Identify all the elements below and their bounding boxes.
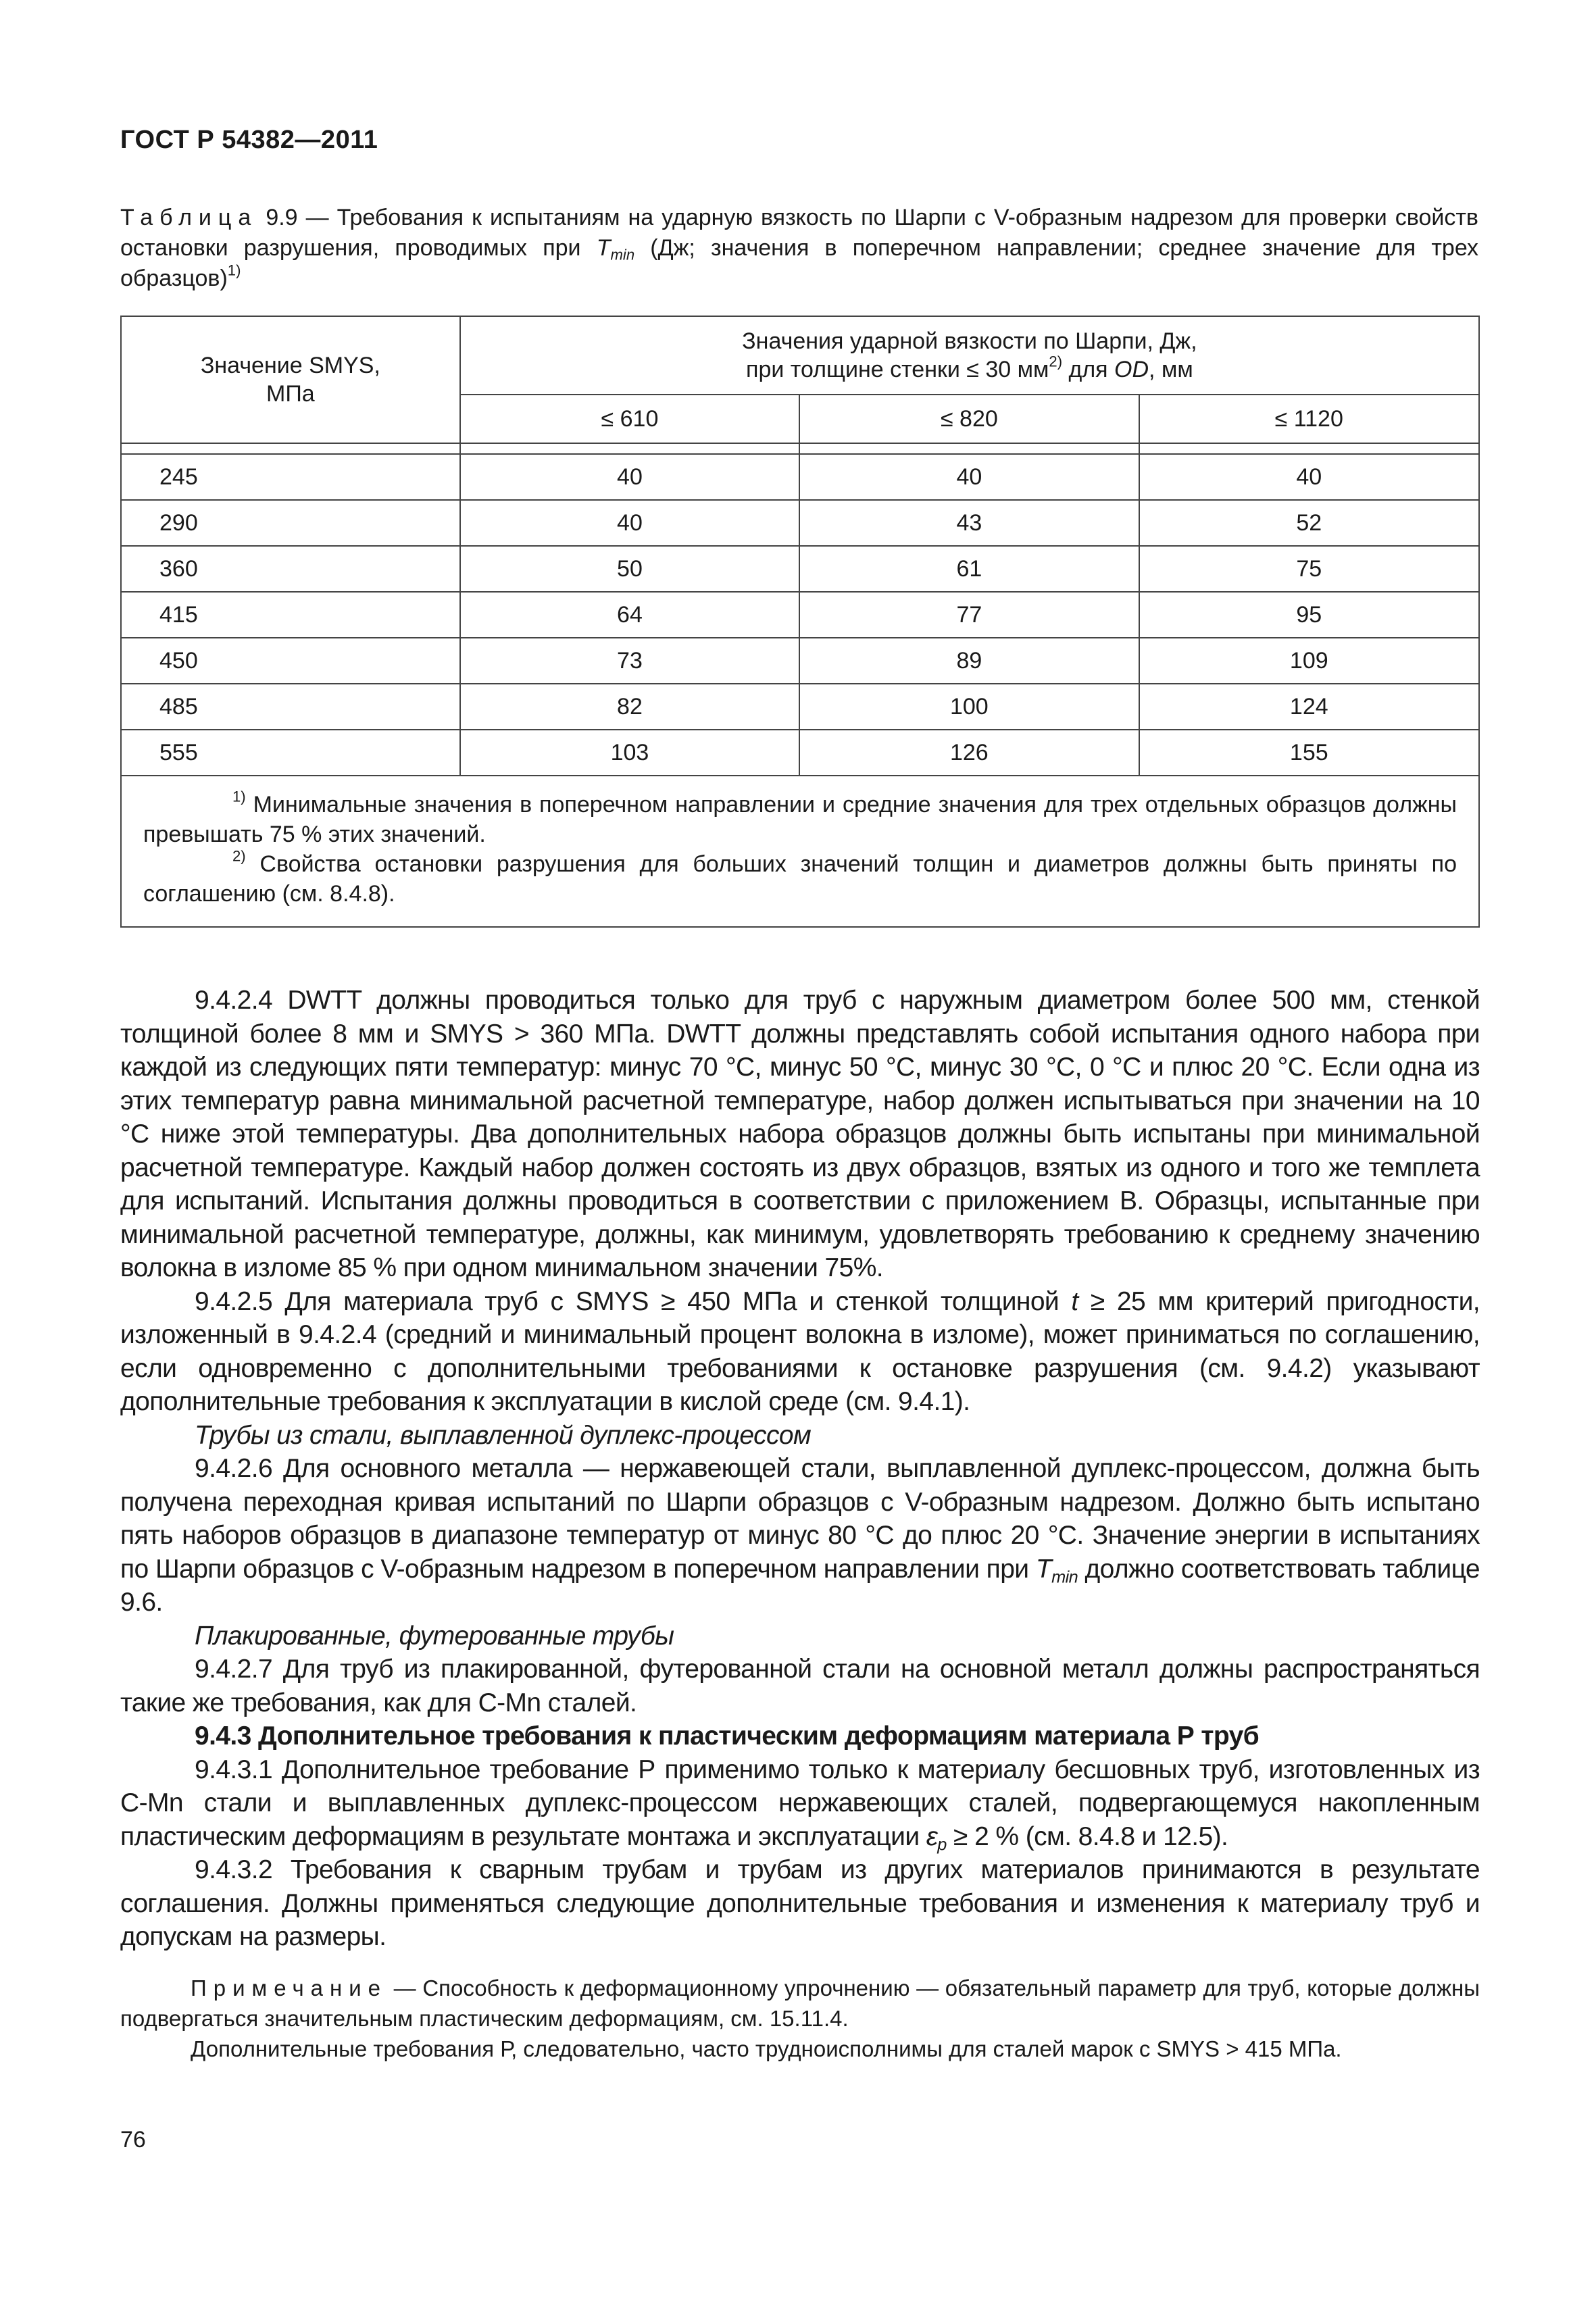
table-footnote-2: $^{2)}$ Свойства остановки разрушения для больших значений толщин и диаметров должны быть приняты по соглашению (см. 8.4.8). — [143, 847, 1457, 907]
group-header-line-2: при толщине стенки ≤ 30 $мм^{2)}$ для OD, мм — [746, 353, 1193, 382]
page-number: 76 — [120, 2127, 146, 2153]
table-row — [121, 546, 1479, 592]
value-cell: 82 — [460, 684, 799, 730]
subheading-duplex: Трубы из стали, выплавленной дуплекс-процессом — [195, 1420, 812, 1450]
document-id-header: ГОСТ Р 54382—2011 — [120, 126, 378, 154]
paragraph-9-4-2-5: 9.4.2.5 Для материала труб с SMYS ≥ 450 МПа и стенкой толщиной t ≥ 25 мм критерий пригодности, изложенный в 9.4.2.4 (средний и минимальный процент волокна в изломе), может приниматься по соглашению, если одновременно с дополнительными требованиями к остановке разрушения (см. 9.4.2) указывают дополнительные требования к эксплуатации в кислой среде (см. 9.4.1). — [120, 1286, 1480, 1416]
table-row — [121, 730, 1479, 776]
value-cell: 75 — [1139, 546, 1479, 592]
value-cell: 77 — [799, 592, 1139, 638]
value-cell: 64 — [460, 592, 799, 638]
table-footnotes — [121, 776, 1479, 927]
value-cell: 126 — [799, 730, 1139, 776]
smys-column-header: Значение SMYS, МПа — [121, 316, 460, 443]
value-cell: 100 — [799, 684, 1139, 730]
value-cell: 52 — [1139, 500, 1479, 546]
caption-tmin-sub: min — [610, 246, 635, 263]
smys-cell: 450 — [121, 638, 460, 684]
smys-cell: 555 — [121, 730, 460, 776]
charpy-group-header — [460, 316, 1479, 395]
table-row — [121, 454, 1479, 500]
value-cell: 40 — [799, 454, 1139, 500]
table-row — [121, 500, 1479, 546]
value-cell: 50 — [460, 546, 799, 592]
note-paragraph-2: Дополнительные требования Р, следовательно, часто трудноисполнимы для сталей марок с SMYS > 415 МПа. — [191, 2036, 1342, 2061]
smys-cell: 485 — [121, 684, 460, 730]
value-cell: 155 — [1139, 730, 1479, 776]
section-heading-9-4-3: 9.4.3 Дополнительное требования к пластическим деформациям материала Р труб — [195, 1721, 1260, 1751]
paragraph-9-4-2-7: 9.4.2.7 Для труб из плакированной, футерованной стали на основной металл должны распространяться такие же требования, как для С-Мn сталей. — [120, 1655, 1480, 1717]
value-cell: 40 — [1139, 454, 1479, 500]
table-row — [121, 638, 1479, 684]
paragraph-9-4-2-4: 9.4.2.4 DWTT должны проводиться только для труб с наружным диаметром более 500 мм, стенкой толщиной более 8 мм и SMYS > 360 МПа. DWTT должны представлять собой испытания одного набора при каждой из следующих пяти температур: минус 70 °C, минус 50 °C, минус 30 °C, 0 °C и плюс 20 °C. Если одна из этих температур равна минимальной расчетной температуре, набор должен испытываться при значении на 10 °C ниже этой температуры. Два дополнительных набора образцов должны быть испытаны при минимальной расчетной температуре. Каждый набор должен состоять из двух образцов, взятых из одного и того же темплета для испытаний. Испытания должны проводиться в соответствии с приложением В. Образцы, испытанные при минимальной расчетной температуре, должны, как минимум, удовлетворять требованию к среднему значению волокна в изломе 85 % при одном минимальном значении 75%. — [120, 986, 1480, 1282]
value-cell: 109 — [1139, 638, 1479, 684]
caption-label: Таблица — [120, 205, 258, 230]
value-cell: 61 — [799, 546, 1139, 592]
od-header-610: ≤ 610 — [460, 395, 799, 443]
value-cell: 103 — [460, 730, 799, 776]
od-header-1120: ≤ 1120 — [1139, 395, 1479, 443]
caption-text-2: (Дж; значения в поперечном направлении; среднее значение для трех образцов) — [120, 235, 1478, 291]
note-paragraph-1: Примечание — Способность к деформационному упрочнению — обязательный параметр для труб, которые должны подвергаться значительным пластическим деформациям, см. 15.11.4. — [120, 1976, 1480, 2031]
charpy-requirements-table — [120, 316, 1480, 928]
smys-cell: 415 — [121, 592, 460, 638]
value-cell: 124 — [1139, 684, 1479, 730]
smys-cell: 245 — [121, 454, 460, 500]
caption-number: 9.9 — [266, 205, 298, 230]
table-footnote-1: $^{1)}$ Минимальные значения в поперечном направлении и средние значения для трех отдельных образцов должны превышать 75 % этих значений. — [143, 788, 1457, 847]
note-label: Примечание — [191, 1976, 388, 2001]
table-row — [121, 684, 1479, 730]
paragraph-9-4-3-2: 9.4.3.2 Требования к сварным трубам и трубам из других материалов принимаются в результате соглашения. Должны применяться следующие дополнительные требования и изменения к материалу труб и допускам на размеры. — [120, 1855, 1480, 1951]
paragraph-9-4-3-1: 9.4.3.1 Дополнительное требование Р применимо только к материалу бесшовных труб, изготовленных из С-Мn стали и выплавленных дуплекс-процессом нержавеющих сталей, подвергающемуся накопленным пластическим деформациям в результате монтажа и эксплуатации $\varepsilon_p \ge 2$ % (см. 8.4.8 и 12.5). — [120, 1755, 1480, 1855]
caption-tmin: T — [596, 235, 611, 261]
group-header-line-1: Значения ударной вязкости по Шарпи, Дж, — [742, 328, 1197, 354]
body-text — [120, 984, 1480, 1954]
smys-cell: 360 — [121, 546, 460, 592]
table-caption — [120, 203, 1478, 294]
table-row — [121, 592, 1479, 638]
value-cell: 73 — [460, 638, 799, 684]
caption-text-1: — Требования к испытаниям на ударную вязкость по Шарпи с V-образным надрезом для проверки свойств остановки разрушения, проводимых при — [120, 205, 1478, 261]
subheading-clad: Плакированные, футерованные трубы — [195, 1621, 674, 1651]
value-cell: 40 — [460, 500, 799, 546]
value-cell: 95 — [1139, 592, 1479, 638]
smys-cell: 290 — [121, 500, 460, 546]
value-cell: 43 — [799, 500, 1139, 546]
od-header-820: ≤ 820 — [799, 395, 1139, 443]
caption-footnote-ref: 1) — [227, 261, 241, 279]
note-block — [120, 1973, 1480, 2064]
value-cell: 89 — [799, 638, 1139, 684]
paragraph-9-4-2-6: 9.4.2.6 Для основного металла — нержавеющей стали, выплавленной дуплекс-процессом, должна быть получена переходная кривая испытаний по Шарпи образцов с V-образным надрезом. Должно быть испытано пять наборов образцов в диапазоне температур от минус 80 °C до плюс 20 °C. Значение энергии в испытаниях по Шарпи образцов с V-образным надрезом в поперечном направлении при $T_{min}$ должно соответствовать таблице 9.6. — [120, 1454, 1480, 1617]
value-cell: 40 — [460, 454, 799, 500]
